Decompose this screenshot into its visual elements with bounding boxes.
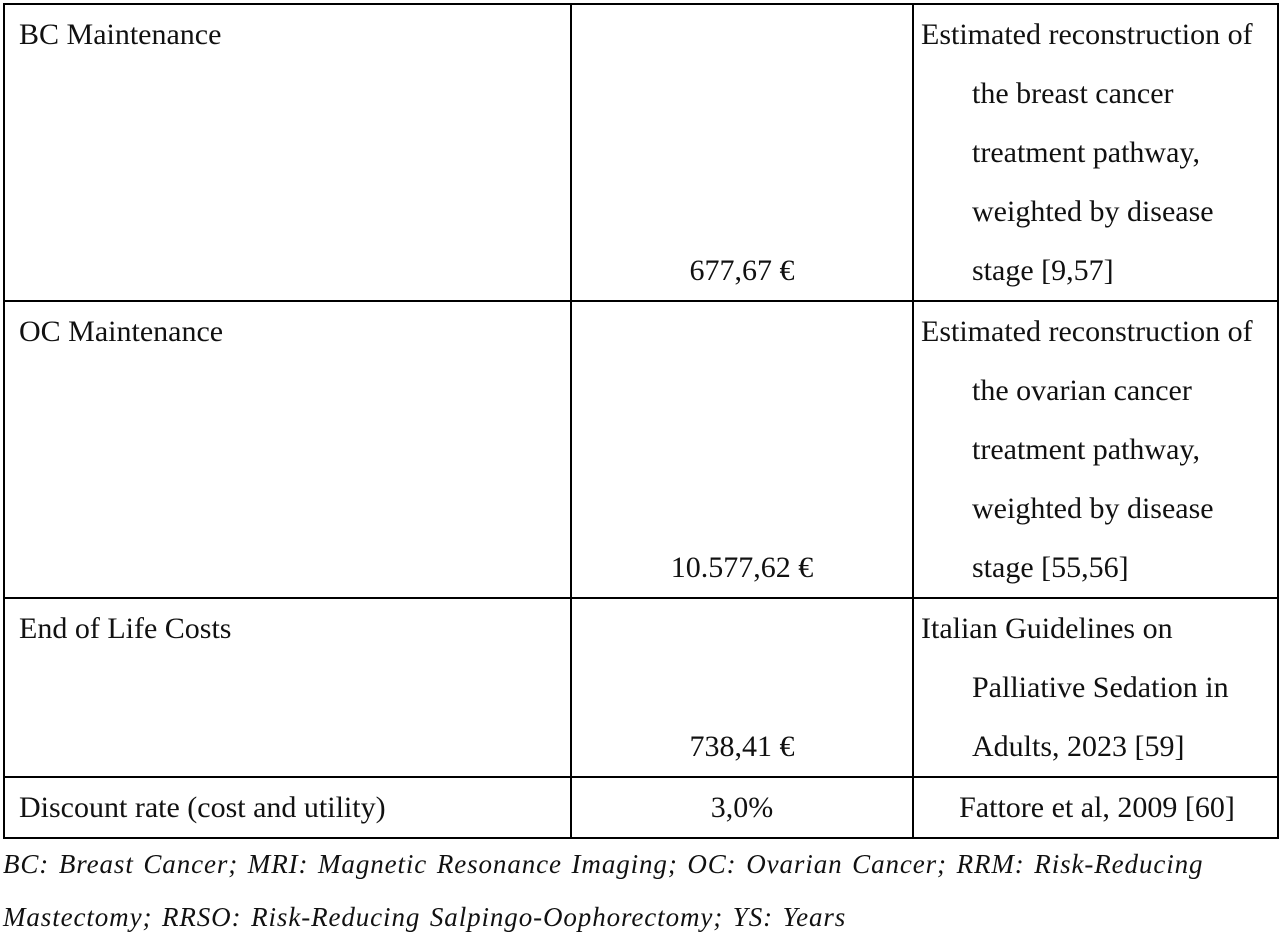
source-text: Italian Guidelines on Palliative Sedation in Adults, 2023 [59] (921, 612, 1229, 763)
table-row (4, 4, 1278, 301)
source-cell (913, 777, 1278, 838)
value-cell: 738,41 € (571, 598, 913, 777)
table-row (4, 598, 1278, 777)
parameter-cell: OC Maintenance (4, 301, 571, 598)
parameter-cell: BC Maintenance (4, 4, 571, 301)
value-cell: 3,0% (571, 777, 913, 838)
parameter-cell: End of Life Costs (4, 598, 571, 777)
table-row (4, 301, 1278, 598)
value-cell: 677,67 € (571, 4, 913, 301)
source-cell (913, 4, 1278, 301)
source-text: Estimated reconstruction of the ovarian cancer treatment pathway, weighted by disease stage [55,56] (921, 315, 1253, 584)
cost-parameters-table (3, 3, 1279, 839)
parameter-cell: Discount rate (cost and utility) (4, 777, 571, 838)
table-row (4, 777, 1278, 838)
source-cell (913, 301, 1278, 598)
value-cell: 10.577,62 € (571, 301, 913, 598)
table-footnote: BC: Breast Cancer; MRI: Magnetic Resonance Imaging; OC: Ovarian Cancer; RRM: Risk-Reducing Mastectomy; RRSO: Risk-Reducing Salpingo-Oophorectomy; YS: Years (3, 849, 1204, 932)
source-cell (913, 598, 1278, 777)
source-text: Estimated reconstruction of the breast cancer treatment pathway, weighted by disease stage [9,57] (921, 18, 1253, 287)
source-text: Fattore et al, 2009 [60] (959, 791, 1235, 824)
